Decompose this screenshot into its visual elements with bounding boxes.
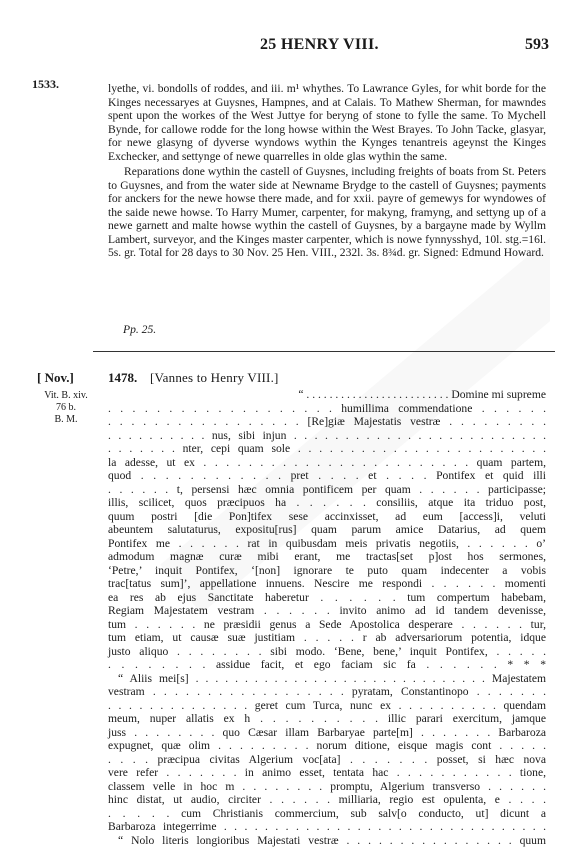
- text-line: abeuntem salutaturus, expositu[rus] quam parum amice Datarius, ad quem: [108, 523, 546, 536]
- text-line: tum . . . . . . ne præsidii genus a Sede Apostolica desperare . . . . . . tur,: [108, 617, 546, 631]
- reference-line: B. M.: [54, 414, 78, 425]
- entry-date: [ Nov.]: [37, 370, 74, 385]
- manuscript-reference: [38, 390, 94, 426]
- text-line: “ . . . . . . . . . . . . . . . . . . . . . . . . . Domine mi supreme: [298, 388, 546, 401]
- entry-number: 1478.: [108, 370, 138, 385]
- reference-line: Vit. B. xiv.: [44, 390, 88, 401]
- text-line: juss . . . . . . . . quo Cæsar illam Barbaryae parte[m] . . . . . . . Barbaroza: [108, 725, 546, 739]
- text-line: ‘Petre,’ inquit Pontifex, ‘[non] ignorare te puto quam indecenter a vobis: [108, 563, 546, 577]
- text-line: tum etiam, ut causæ suæ justitiam . . . . . r ab adversariorum potentia, idque: [108, 631, 546, 644]
- running-head: [0, 36, 567, 60]
- body-text-continued: [108, 82, 546, 260]
- text-line: la adesse, ut ex . . . . . . . . . . . . . . . . . . . . . . . . quam partem,: [108, 455, 546, 469]
- margin-year: 1533.: [32, 77, 59, 91]
- page-number: 593: [525, 36, 549, 53]
- text-line: . . . . . . . . assidue facit, et ego faciam sic fa . . . . . . * * *: [108, 658, 546, 671]
- text-line: expugnet, quæ olim . . . . . . . . . norum ditione, eisque magis cont . . . . .: [108, 739, 546, 752]
- text-line: . . . . . . . nter, cepi quam sole . . . . . . . . . . . . . . . . . . . . . . . .: [108, 442, 546, 455]
- text-line: . . . . . . t, persensi hæc omnia pontificem per quam . . . . . . participasse;: [108, 482, 546, 496]
- text-line: . . . . præcipua civitas Algerium voc[ata] . . . . . . . posset, si hæc nova: [108, 752, 546, 766]
- running-head-title: 25 HENRY VIII.: [260, 36, 379, 53]
- page-count: Pp. 25.: [123, 323, 157, 336]
- text-line: hinc distat, ut audio, circiter . . . . . . milliaria, regio est opulenta, e . . . .: [108, 793, 546, 806]
- text-line: quum postri [die Pon]tifex sese accinxisset, ad eum [access]i, veluti: [108, 509, 546, 523]
- letter-text: [108, 388, 546, 847]
- paragraph: lyethe, vi. bondolls of roddes, and iii. m¹ whythes. To Lawrance Gyles, for whit borde for the Kinges necessaryes at Guysnes, Hampnes, and at Calais. To Mathew Sherman, for mawndes spent upon the workes of the West Juttye for beryng of stone to fylle the same. To Mychell Bynde, for callowe rodde for the long howse within the West Brayes. To John Tacke, glasyar, for newe glasyng of dyverse wyndows wythin the Kynges tenantreis ageynst the Kinges Exchecker, and settynge of newe quarrelles in olde glas wythin the same.: [108, 82, 546, 163]
- text-line: justo aliquo . . . . . . . . sibi modo. ‘Bene, bene,’ inquit Pontifex, . . . . .: [108, 644, 546, 658]
- entry-title: [Vannes to Henry VIII.]: [150, 370, 279, 385]
- text-line: Regiam Majestatem vestram . . . . . . invito animo ad id tandem devenisse,: [108, 604, 546, 617]
- text-line: trac[tatus sum]’, appellatione innuens. Nescire me respondi . . . . . . momenti: [108, 577, 546, 590]
- text-line: . . . . . . . . . . nus, sibi injun . . . . . . . . . . . . . . . . . . . . . . . . .: [108, 428, 546, 442]
- text-line: Pontifex me . . . . . . rat in quibusdam meis privatis negotiis, . . . . . . o’: [108, 536, 546, 550]
- text-line: illis, scilicet, quos præcipuos ha . . . . . . consiliis, atque ita triduo post,: [108, 496, 546, 509]
- text-line: quod . . . . . . . . . . . . pret . . . . et . . . . Pontifex et quid illi: [108, 469, 546, 482]
- text-line: vestram . . . . . . . . . . . . . . . . . . pyratam, Constantinopo . . . . . . .: [108, 685, 546, 698]
- text-line: “ Aliis mei[s] . . . . . . . . . . . . . . . . . . . . . . . . . . . . . . Majestatem: [118, 671, 546, 685]
- text-line: . . . . . . . . . . . . . . . . . . . humillima commendatione . . . . . .: [108, 401, 546, 415]
- text-line: . . . . . . . . . . . . . . . . . [Re]giæ Majestatis vestræ . . . . . . . . .: [108, 415, 546, 428]
- text-line: ea res ab ejus Sanctitate haberetur . . . . . . tum compertum habebam,: [108, 590, 546, 604]
- reference-line: 76 b.: [56, 402, 76, 413]
- text-line: meum, nuper allatis ex h . . . . . . . . . . illic parari exercitum, jamque: [108, 712, 546, 725]
- text-line: classem velle in hoc m . . . . . . . . promptu, Algerium transverso . . . . . .: [108, 779, 546, 793]
- paragraph: Reparations done wythin the castell of Guysnes, including freights of boats from St. Peters to Guysnes, and from the water side at Newname Brydge to the castell of Guysnes; payments for anckers for the newe howse there made, and for xxii. payre of gemewys for wyndowes of the saide newe howse. To Harry Mumer, carpenter, for makyng, framyng, and settyng up of a newe garnett and malte howse wythin the castell of Guysnes, by a bargayne made by Wyllm Lambert, surveyor, and the Kinges master carpenter, which is nowe fynnysshyd, 10l. stg.=16l. 5s. gr. Total for 28 days to 30 Nov. 25 Hen. VIII., 232l. 3s. 8¾d. gr. Signed: Edmund Howard.: [108, 165, 546, 259]
- section-divider: [93, 351, 555, 352]
- text-line: Barbaroza integerrime . . . . . . . . . . . . . . . . . . . . . . . . . . . . . . . .: [108, 820, 546, 833]
- text-line: “ Nolo literis longioribus Majestati vestræ . . . . . . . . . . . . . . . . quum: [118, 833, 546, 847]
- text-line: . . . . . . . . . . . . . . geret cum Turca, nunc ex . . . . . . . . . . quendam: [108, 698, 546, 712]
- text-line: admodum magnæ curæ mibi erant, me tractas[set p]ost hos sermones,: [108, 550, 546, 563]
- text-line: . . . . . cum Christianis commercium, sub salv[o conducto, ut] dicunt a: [108, 806, 546, 820]
- text-line: vere refer . . . . . . . in animo esset, tentata hac . . . . . . . . . . . tione,: [108, 766, 546, 779]
